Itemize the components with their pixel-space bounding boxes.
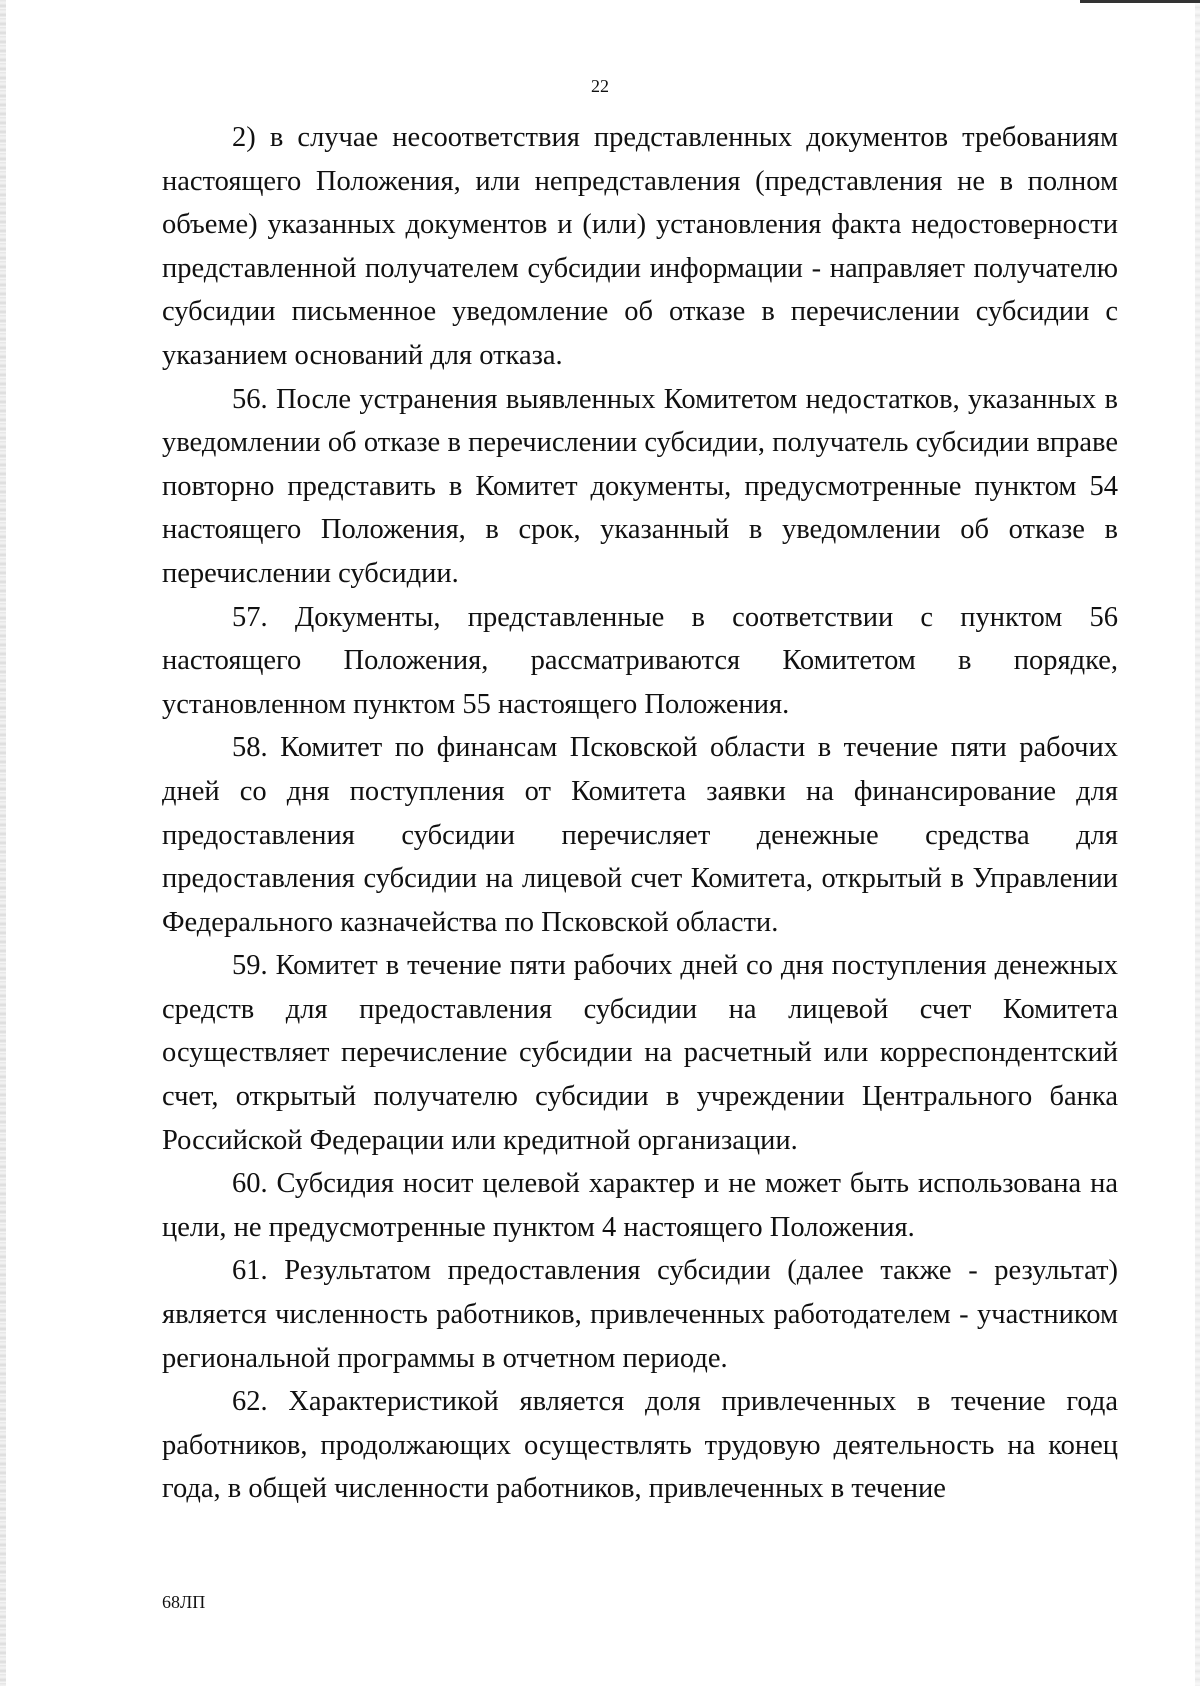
paragraph-62: 62. Характеристикой является доля привлеченных в течение года работников, продолжающих осуществлять трудовую деятельность на конец года, в общей численности работников, привлеченных в течение — [162, 1386, 1118, 1505]
paragraph-58: 58. Комитет по финансам Псковской области в течение пяти рабочих дней со дня поступления от Комитета заявки на финансирование для предоставления субсидии перечисляет денежные средства для предоставления субсидии на лицевой счет Комитета, открытый в Управлении Федерального казначейства по Псковской области. — [162, 732, 1118, 938]
scan-edge-left — [0, 0, 6, 1686]
paragraph-59: 59. Комитет в течение пяти рабочих дней со дня поступления денежных средств для предоставления субсидии на лицевой счет Комитета осуществляет перечисление субсидии на расчетный или корреспондентский счет, открытый получателю субсидии в учреждении Центрального банка Российской Федерации или кредитной организации. — [162, 950, 1118, 1156]
scan-edge-top — [1080, 0, 1200, 3]
paragraph-item-2: 2) в случае несоответствия представленных документов требованиям настоящего Положения, или непредставления (представления не в полном объеме) указанных документов и (или) установления факта недостоверности представленной получателем субсидии информации - направляет получателю субсидии письменное уведомление об отказе в перечислении субсидии с указанием оснований для отказа. — [162, 122, 1118, 371]
page-number: 22 — [591, 76, 609, 96]
paragraph-60: 60. Субсидия носит целевой характер и не может быть использована на цели, не предусмотренные пунктом 4 настоящего Положения. — [162, 1168, 1118, 1243]
paragraph-57: 57. Документы, представленные в соответствии с пунктом 56 настоящего Положения, рассматриваются Комитетом в порядке, установленном пунктом 55 настоящего Положения. — [162, 601, 1118, 720]
document-body — [162, 116, 1118, 1511]
paragraph-61: 61. Результатом предоставления субсидии (далее также - результат) является численность работников, привлеченных работодателем - участником региональной программы в отчетном периоде. — [162, 1255, 1118, 1374]
scan-edge-right — [1195, 0, 1200, 1686]
footer-document-code: 68ЛП — [162, 1592, 206, 1612]
paragraph-56: 56. После устранения выявленных Комитетом недостатков, указанных в уведомлении об отказе в перечислении субсидии, получатель субсидии вправе повторно представить в Комитет документы, предусмотренные пунктом 54 настоящего Положения, в срок, указанный в уведомлении об отказе в перечислении субсидии. — [162, 383, 1118, 589]
